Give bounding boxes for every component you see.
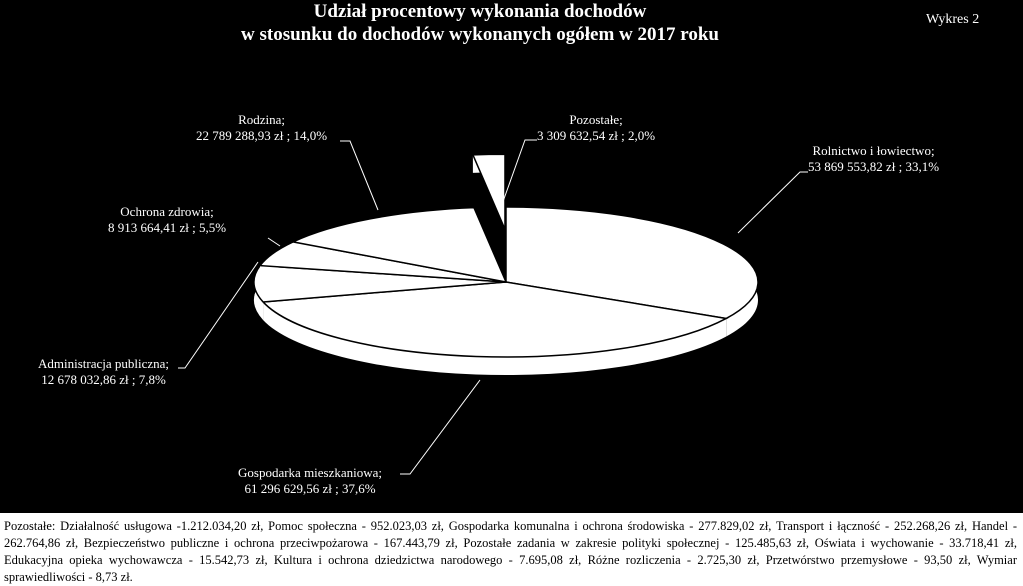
slice-name: Pozostałe; bbox=[569, 112, 623, 127]
slice-value: 61 296 629,56 zł ; 37,6% bbox=[244, 481, 376, 496]
slice-label-administracja bbox=[38, 356, 169, 388]
slice-label-gospodarka-mieszkaniowa bbox=[238, 465, 382, 497]
slice-name: Ochrona zdrowia; bbox=[120, 204, 214, 219]
leader-line-ochrona-zdrowia bbox=[268, 238, 280, 246]
slice-name: Rolnictwo i łowiectwo; bbox=[812, 143, 935, 158]
chart-title-line2: w stosunku do dochodów wykonanych ogółem w 2017 roku bbox=[241, 24, 719, 45]
slice-value: 3 309 632,54 zł ; 2,0% bbox=[537, 128, 656, 143]
slice-name: Administracja publiczna; bbox=[38, 356, 170, 371]
slice-name: Rodzina; bbox=[238, 112, 285, 127]
slice-label-rolnictwo bbox=[808, 143, 939, 175]
leader-line-administracja bbox=[178, 262, 258, 368]
slice-value: 12 678 032,86 zł ; 7,8% bbox=[41, 372, 166, 387]
slice-label-pozostale bbox=[537, 112, 655, 144]
footnote: Pozostałe: Działalność usługowa -1.212.034,20 zł, Pomoc społeczna - 952.023,03 zł, Gospodarka komunalna i ochrona środowiska - 277.829,02 zł, Transport i łączność - 252.268,26 zł, Handel - 262.764,86 zł, Bezpieczeństwo publiczne i ochrona przeciwpożarowa - 167.443,79 zł, Pozostałe zadania w zakresie polityki społecznej - 125.485,63 zł, Oświata i wychowanie - 33.718,41 zł, Edukacyjna opieka wychowawcza - 15.542,73 zł, Kultura i ochrona dziedzictwa narodowego - 7.695,08 zł, Różne rozliczenia - 2.725,30 zł, Przetwórstwo przemysłowe - 93,50 zł, Wymiar sprawiedliwości - 8,73 zł. bbox=[0, 513, 1023, 586]
slice-label-rodzina bbox=[196, 112, 327, 144]
slice-value: 8 913 664,41 zł ; 5,5% bbox=[108, 220, 227, 235]
slice-name: Gospodarka mieszkaniowa; bbox=[238, 465, 383, 480]
leader-line-rodzina bbox=[340, 141, 378, 210]
slice-value: 53 869 553,82 zł ; 33,1% bbox=[808, 159, 940, 174]
leader-line-gospodarka-mieszkaniowa bbox=[400, 380, 480, 474]
slice-value: 22 789 288,93 zł ; 14,0% bbox=[196, 128, 328, 143]
slice-label-ochrona-zdrowia bbox=[108, 204, 226, 236]
leader-line-rolnictwo bbox=[738, 172, 808, 233]
chart-title-line1: Udział procentowy wykonania dochodów bbox=[313, 1, 647, 22]
figure-number: Wykres 2 bbox=[926, 12, 980, 27]
